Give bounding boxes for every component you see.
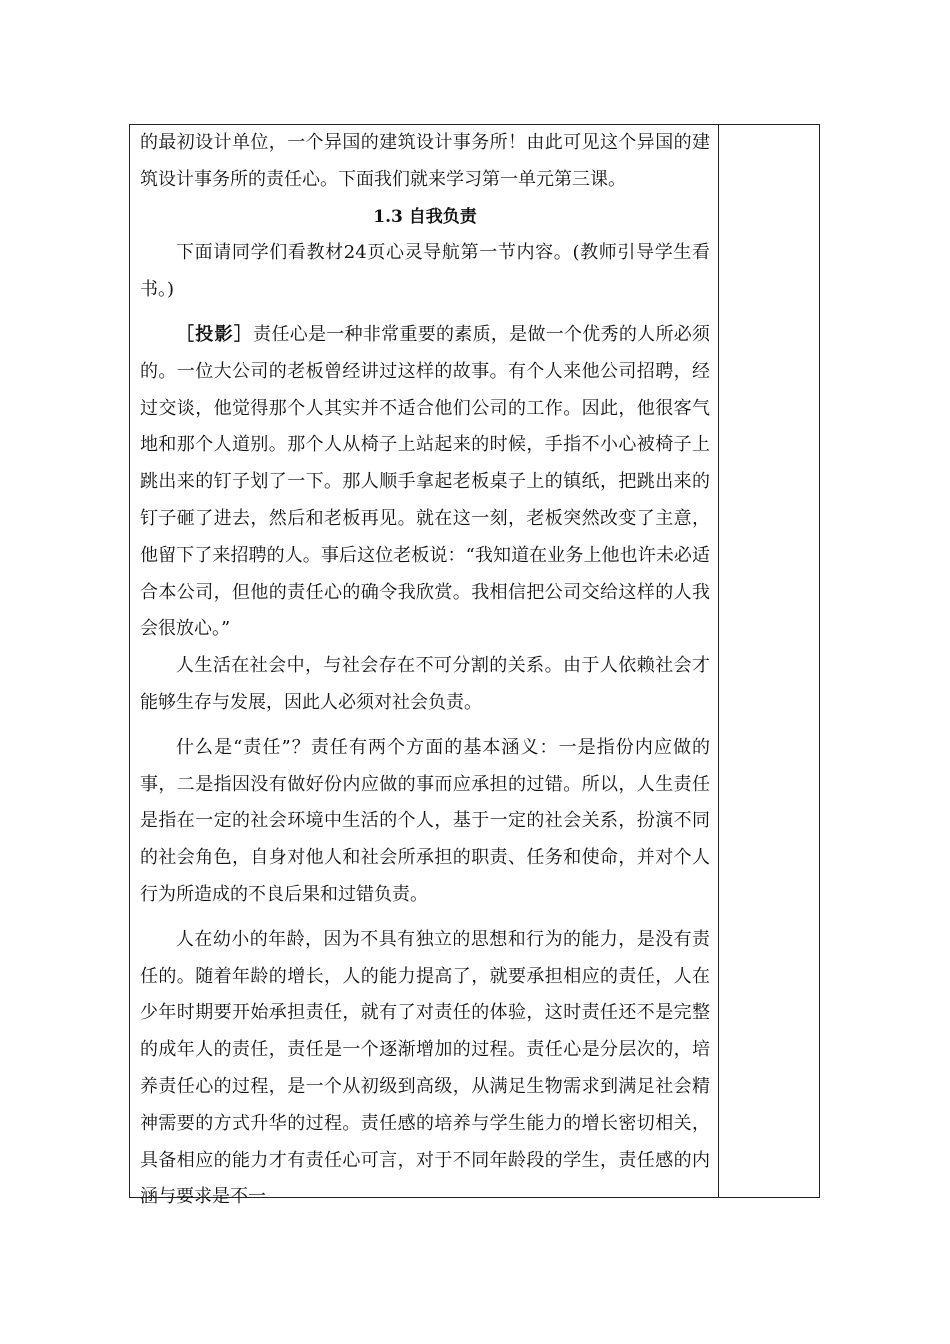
- paragraph-textbook-instruction: 下面请同学们看教材24页心灵导航第一节内容。(教师引导学生看书。): [140, 242, 710, 301]
- paragraph-responsibility-definition: 什么是“责任”？责任有两个方面的基本涵义：一是指份内应做的事，二是指因没有做好份内应做的事而应承担的过错。所以，人生责任是指在一定的社会环境中生活的个人，基于一定的社会关系，扮演不同的社会角色，自身对他人和社会所承担的职责、任务和使命，并对个人行为所造成的不良后果和过错负责。: [140, 736, 710, 905]
- projection-story-text: 责任心是一种非常重要的素质，是做一个优秀的人所必须的。一位大公司的老板曾经讲过这样的故事。有个人来他公司招聘，经过交谈，他觉得那个人其实并不适合他们公司的工作。因此，他很客气地和那个人道别。那个人从椅子上站起来的时候，手指不小心被椅子上跳出来的钉子划了一下。那人顺手拿起老板桌子上的镇纸，把跳出来的钉子砸了进去，然后和老板再见。就在这一刻，老板突然改变了主意，他留下了来招聘的人。事后这位老板说：“我知道在业务上他也许未必适合本公司，但他的责任心的确令我欣赏。我相信把公司交给这样的人我会很放心。”: [140, 323, 711, 640]
- projection-label: ［投影］: [176, 323, 254, 345]
- notes-cell: [719, 125, 819, 1197]
- main-content-cell: [140, 125, 710, 1216]
- paragraph-responsibility-growth: 人在幼小的年龄，因为不具有独立的思想和行为的能力，是没有责任的。随着年龄的增长，人的能力提高了，就要承担相应的责任，人在少年时期要开始承担责任，就有了对责任的体验，这时责任还不是完整的成年人的责任，责任是一个逐渐增加的过程。责任心是分层次的，培养责任心的过程，是一个从初级到高级，从满足生物需求到满足社会精神需要的方式升华的过程。责任感的培养与学生能力的增长密切相关，具备相应的能力才有责任心可言，对于不同年龄段的学生，责任感的内涵与要求是不一: [140, 928, 710, 1208]
- paragraph-intro-continuation: 的最初设计单位，一个异国的建筑设计事务所！由此可见这个异国的建筑设计事务所的责任心。下面我们就来学习第一单元第三课。: [140, 132, 710, 190]
- lesson-plan-table: [129, 124, 820, 1208]
- paragraph-projection-story: [140, 317, 710, 648]
- paragraph-society-relation: 人生活在社会中，与社会存在不可分割的关系。由于人依赖社会才能够生存与发展，因此人必须对社会负责。: [140, 655, 710, 713]
- lesson-heading: 1.3 自我负责: [373, 206, 477, 227]
